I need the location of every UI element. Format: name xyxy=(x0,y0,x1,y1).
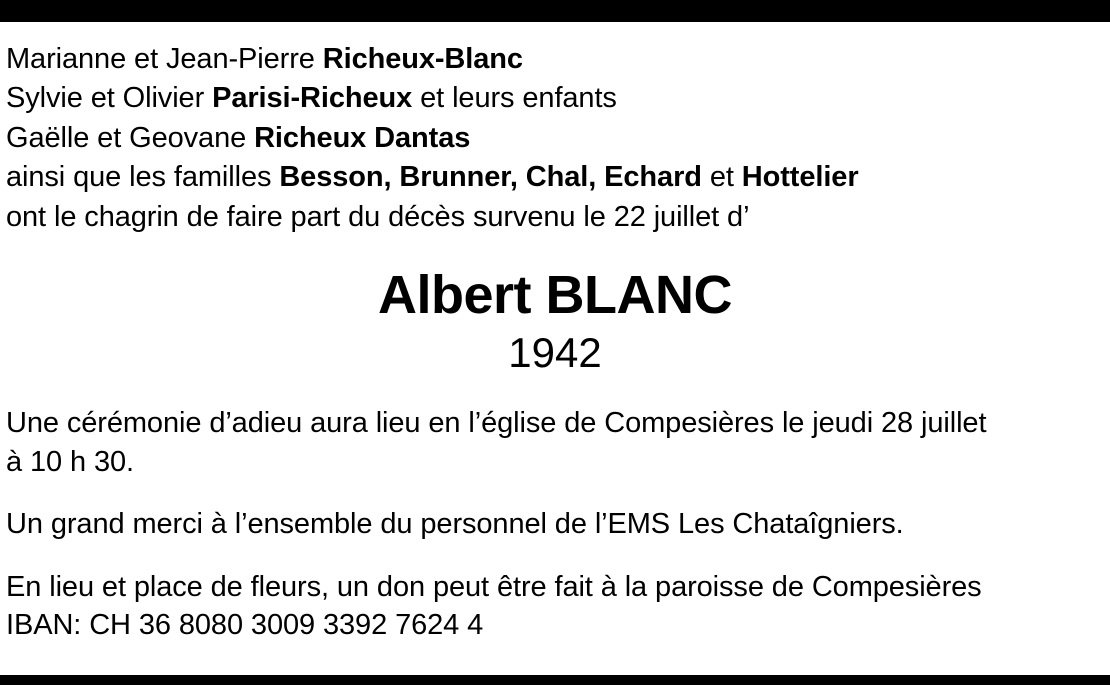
family-line-4-bold-a: Besson, Brunner, Chal, Echard xyxy=(279,161,702,194)
top-rule-divider xyxy=(0,0,1110,22)
family-line-4 xyxy=(6,158,1104,197)
notice-content xyxy=(0,22,1110,645)
family-line-4-bold-b: Hottelier xyxy=(741,161,859,194)
deceased-name: Albert BLANC xyxy=(378,265,732,326)
family-line-3-bold: Richeux Dantas xyxy=(254,121,471,154)
death-announcement-text: ont le chagrin de faire part du décès survenu le 22 juillet d’ xyxy=(6,200,750,233)
thanks-paragraph xyxy=(6,505,1104,544)
bottom-rule-divider xyxy=(0,675,1110,685)
family-line-1 xyxy=(6,40,1104,79)
family-line-4-plain-a: ainsi que les familles xyxy=(6,161,280,194)
family-line-2-plain-b: et leurs enfants xyxy=(412,82,617,115)
donation-paragraph xyxy=(6,568,1104,645)
deceased-birth-year: 1942 xyxy=(508,328,602,376)
donation-line: En lieu et place de fleurs, un don peut être fait à la paroisse de Compesières xyxy=(6,570,982,603)
family-line-4-plain-b: et xyxy=(701,161,742,194)
ceremony-line-1: Une cérémonie d’adieu aura lieu en l’église de Compesières le jeudi 28 juillet xyxy=(6,407,987,440)
family-line-1-plain: Marianne et Jean-Pierre xyxy=(6,43,323,75)
thanks-line: Un grand merci à l’ensemble du personnel de l’EMS Les Chataîgniers. xyxy=(6,508,904,541)
ceremony-line-2: à 10 h 30. xyxy=(6,445,134,478)
family-line-2-plain-a: Sylvie et Olivier xyxy=(6,82,213,115)
ceremony-paragraph xyxy=(6,404,1104,481)
family-names-block xyxy=(6,40,1104,237)
family-line-1-bold: Richeux-Blanc xyxy=(322,43,523,75)
family-line-2 xyxy=(6,79,1104,118)
family-line-5 xyxy=(6,198,1104,237)
family-line-2-bold: Parisi-Richeux xyxy=(212,82,413,115)
family-line-3-plain: Gaëlle et Geovane xyxy=(6,121,255,154)
family-line-3 xyxy=(6,119,1104,158)
iban-line: IBAN: CH 36 8080 3009 3392 7624 4 xyxy=(6,609,484,642)
